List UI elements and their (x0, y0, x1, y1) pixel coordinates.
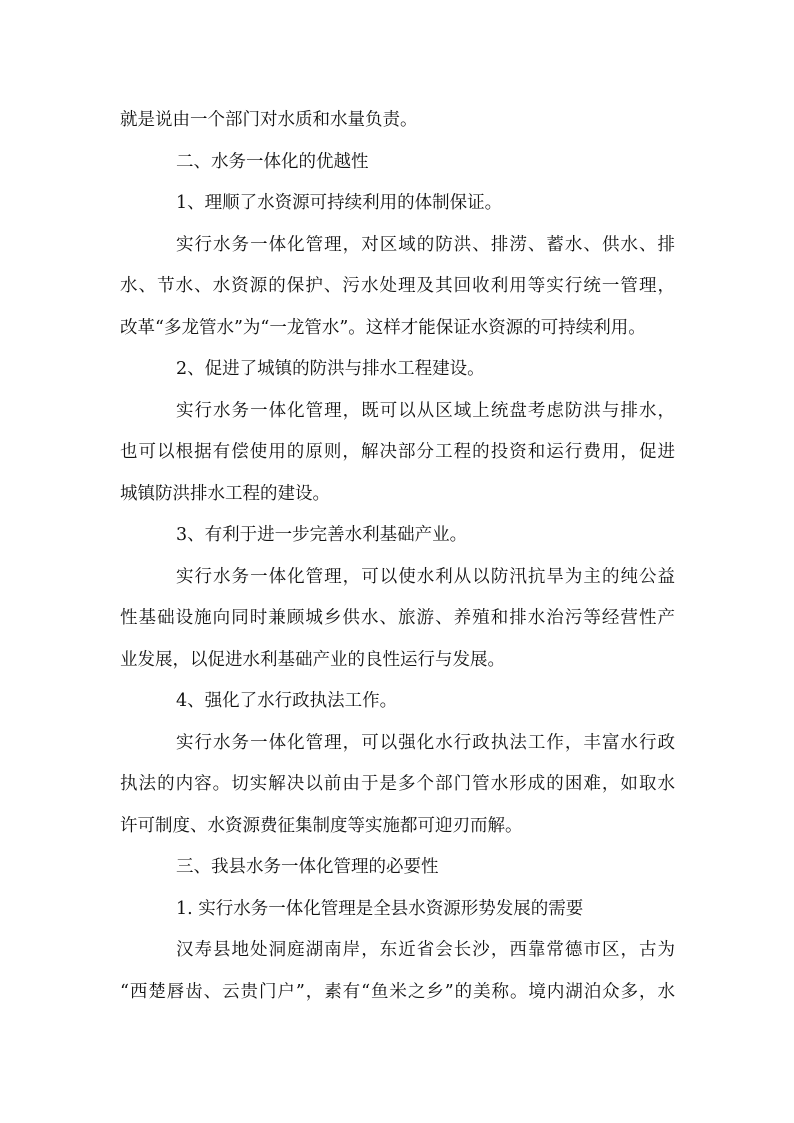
subheading-necessity-1: 1. 实行水务一体化管理是全县水资源形势发展的需要 (176, 898, 584, 919)
paragraph-line: 业发展，以促进水利基础产业的良性运行与发展。 (120, 649, 505, 670)
paragraph-line: 实行水务一体化管理，可以使水利从以防汛抗旱为主的纯公益 (176, 566, 675, 587)
paragraph-line: 汉寿县地处洞庭湖南岸，东近省会长沙，西靠常德市区，古为 (176, 940, 675, 960)
paragraph-line: 城镇防洪排水工程的建设。 (120, 483, 330, 504)
paragraph-line: “西楚唇齿、云贵门户”，素有“鱼米之乡”的美称。境内湖泊众多，水 (120, 981, 675, 1002)
subheading-1: 1、理顺了水资源可持续利用的体制保证。 (176, 193, 503, 213)
body-text (120, 100, 675, 1013)
paragraph-line: 执法的内容。切实解决以前由于是多个部门管水形成的困难，如取水 (120, 774, 675, 794)
paragraph-line: 实行水务一体化管理，对区域的防洪、排涝、蓄水、供水、排 (176, 234, 675, 255)
subheading-2: 2、促进了城镇的防洪与排水工程建设。 (176, 359, 485, 379)
subheading-3: 3、有利于进一步完善水利基础产业。 (176, 525, 468, 545)
paragraph-line: 水、节水、水资源的保护、污水处理及其回收利用等实行统一管理， (120, 276, 675, 296)
section-heading-three: 三、我县水务一体化管理的必要性 (176, 857, 439, 877)
paragraph-line: 性基础设施向同时兼顾城乡供水、旅游、养殖和排水治污等经营性产 (120, 608, 675, 628)
paragraph-continuation-line: 就是说由一个部门对水质和水量负责。 (120, 110, 418, 130)
subheading-4: 4、强化了水行政执法工作。 (176, 691, 398, 711)
paragraph-line: 实行水务一体化管理，既可以从区域上统盘考虑防洪与排水， (176, 400, 675, 421)
paragraph-line: 也可以根据有偿使用的原则，解决部分工程的投资和运行费用，促进 (120, 442, 675, 462)
paragraph-line: 实行水务一体化管理，可以强化水行政执法工作，丰富水行政 (176, 732, 675, 753)
paragraph-line: 许可制度、水资源费征集制度等实施都可迎刃而解。 (120, 815, 523, 836)
paragraph-line: 改革“多龙管水”为“一龙管水”。这样才能保证水资源的可持续利用。 (120, 317, 646, 338)
section-heading-two: 二、水务一体化的优越性 (176, 151, 369, 172)
